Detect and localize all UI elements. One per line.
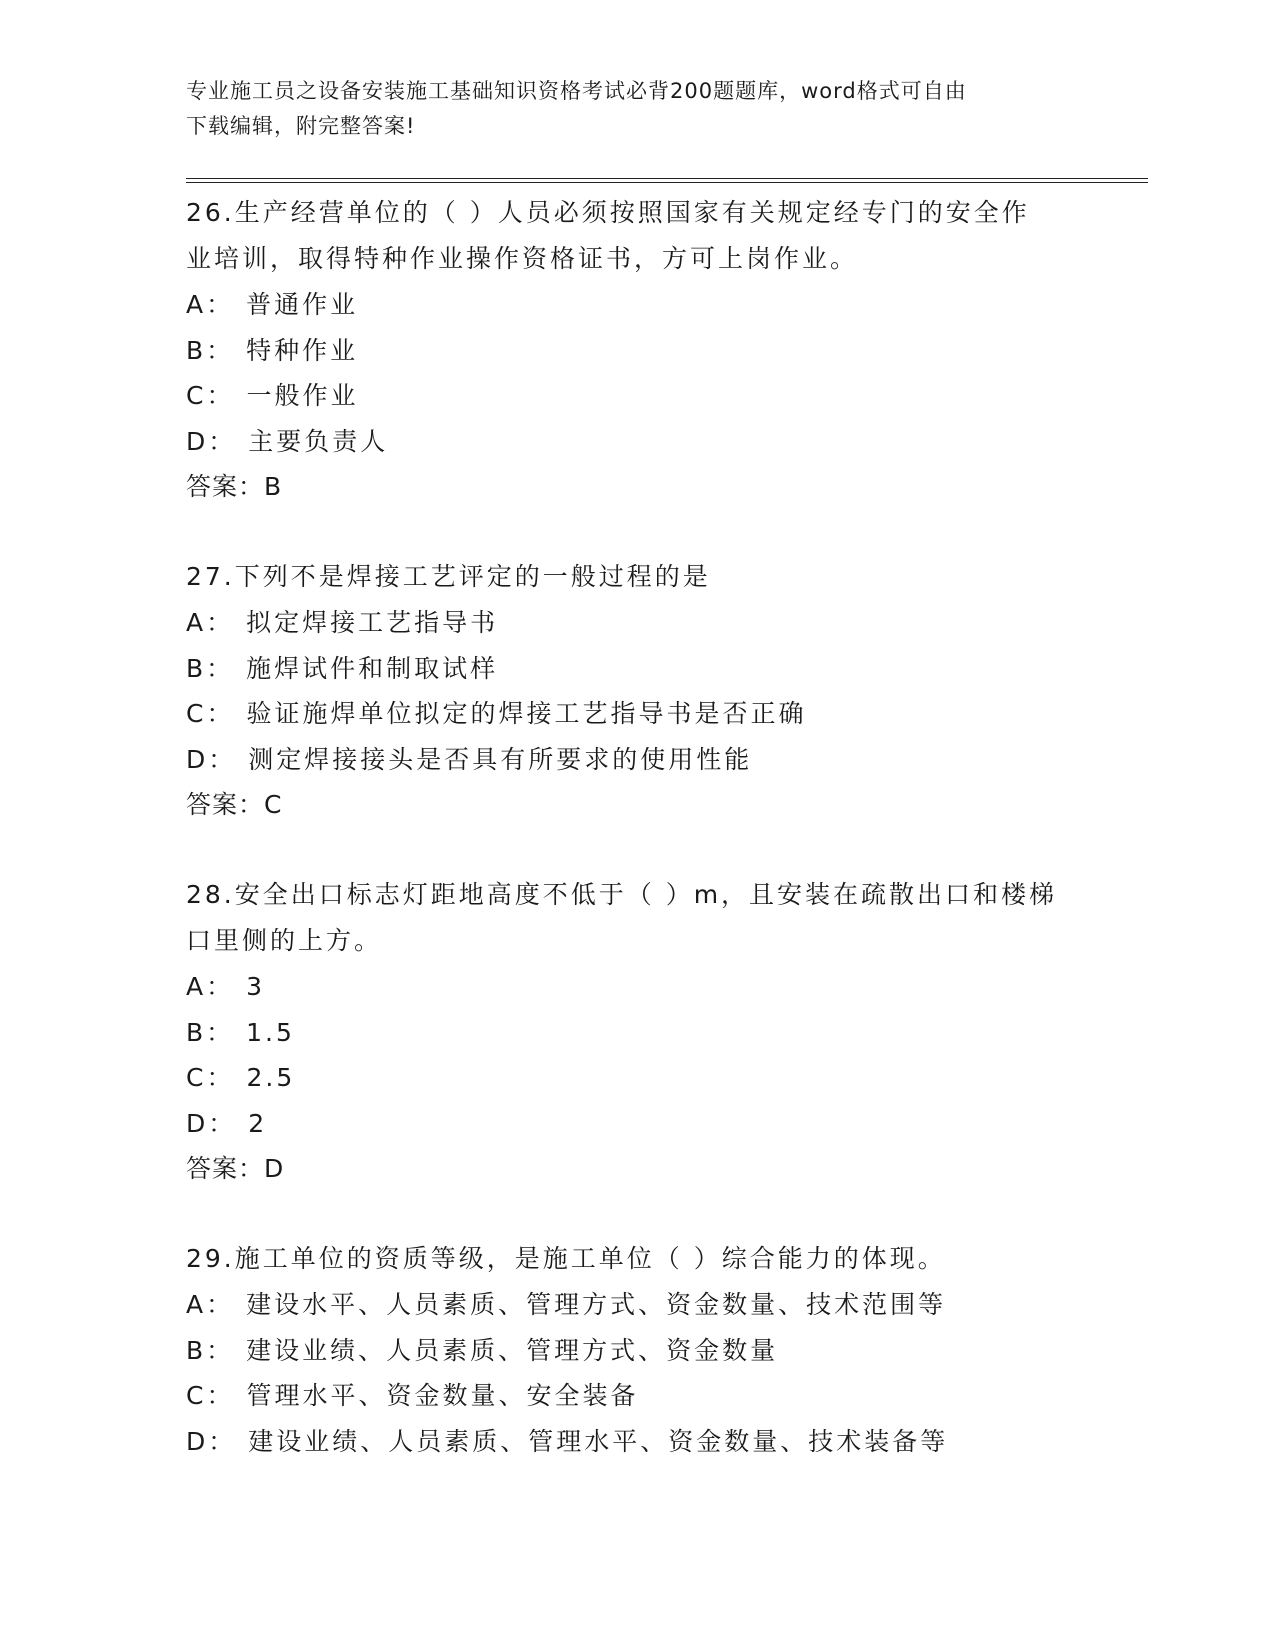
question-26 [186, 190, 1086, 510]
option-key: B： [186, 1017, 235, 1047]
option-a [186, 964, 1086, 1010]
question-27 [186, 554, 1086, 828]
option-key: A： [186, 972, 235, 1001]
option-c [186, 1055, 1086, 1101]
option-text: 普通作业 [246, 290, 359, 319]
question-stem: 29.施工单位的资质等级，是施工单位（ ）综合能力的体现。 [186, 1244, 946, 1273]
option-a [186, 282, 1086, 328]
option-d [186, 1419, 1086, 1465]
option-key: C： [186, 699, 235, 728]
option-text: 管理水平、资金数量、安全装备 [246, 1381, 639, 1410]
question-stem: 28.安全出口标志灯距地高度不低于（ ）m，且安装在疏散出口和楼梯 [186, 880, 1058, 909]
option-d [186, 737, 1086, 783]
option-text: 2 [248, 1108, 268, 1138]
option-key: B： [186, 653, 235, 683]
option-key: C： [186, 1063, 235, 1092]
header-divider [186, 178, 1148, 183]
option-text: 拟定焊接工艺指导书 [246, 608, 499, 637]
option-b [186, 1328, 1086, 1374]
option-text: 施焊试件和制取试样 [246, 653, 499, 683]
option-c [186, 1373, 1086, 1419]
question-stem-continued: 口里侧的上方。 [186, 926, 383, 955]
spacer [186, 510, 1086, 554]
option-a [186, 1282, 1086, 1328]
header-line-1: 专业施工员之设备安装施工基础知识资格考试必背200题题库，word格式可自由 [186, 79, 967, 103]
question-stem: 26.生产经营单位的（ ）人员必须按照国家有关规定经专门的安全作 [186, 198, 1030, 227]
option-b [186, 328, 1086, 374]
answer: 答案：D [186, 1154, 285, 1183]
spacer [186, 1192, 1086, 1236]
option-b [186, 1010, 1086, 1056]
option-a [186, 600, 1086, 646]
option-key: C： [186, 1381, 235, 1410]
option-key: D： [186, 744, 237, 774]
option-key: A： [186, 290, 235, 319]
option-text: 特种作业 [246, 335, 359, 365]
option-text: 一般作业 [246, 381, 359, 410]
question-stem: 27.下列不是焊接工艺评定的一般过程的是 [186, 562, 711, 591]
option-c [186, 691, 1086, 737]
option-text: 建设水平、人员素质、管理方式、资金数量、技术范围等 [246, 1290, 947, 1319]
answer: 答案：C [186, 790, 283, 819]
option-text: 建设业绩、人员素质、管理方式、资金数量 [246, 1335, 779, 1365]
option-d [186, 419, 1086, 465]
option-text: 1.5 [246, 1017, 295, 1047]
option-d [186, 1101, 1086, 1147]
document-header [186, 74, 1086, 144]
question-list [186, 190, 1086, 1464]
option-key: A： [186, 608, 235, 637]
option-c [186, 373, 1086, 419]
option-b [186, 646, 1086, 692]
spacer [186, 828, 1086, 872]
option-text: 建设业绩、人员素质、管理水平、资金数量、技术装备等 [248, 1426, 949, 1456]
option-text: 3 [246, 972, 266, 1001]
option-key: A： [186, 1290, 235, 1319]
option-text: 测定焊接接头是否具有所要求的使用性能 [248, 744, 753, 774]
option-text: 2.5 [246, 1063, 296, 1092]
option-key: B： [186, 335, 235, 365]
option-key: D： [186, 1426, 237, 1456]
option-text: 验证施焊单位拟定的焊接工艺指导书是否正确 [246, 699, 807, 728]
option-key: D： [186, 426, 237, 456]
answer: 答案：B [186, 472, 283, 501]
question-stem-continued: 业培训，取得特种作业操作资格证书，方可上岗作业。 [186, 244, 859, 273]
question-29 [186, 1236, 1086, 1464]
option-key: D： [186, 1108, 237, 1138]
header-line-2: 下载编辑，附完整答案! [186, 114, 416, 138]
question-28 [186, 872, 1086, 1192]
option-key: C： [186, 381, 235, 410]
option-text: 主要负责人 [248, 426, 389, 456]
option-key: B： [186, 1335, 235, 1365]
